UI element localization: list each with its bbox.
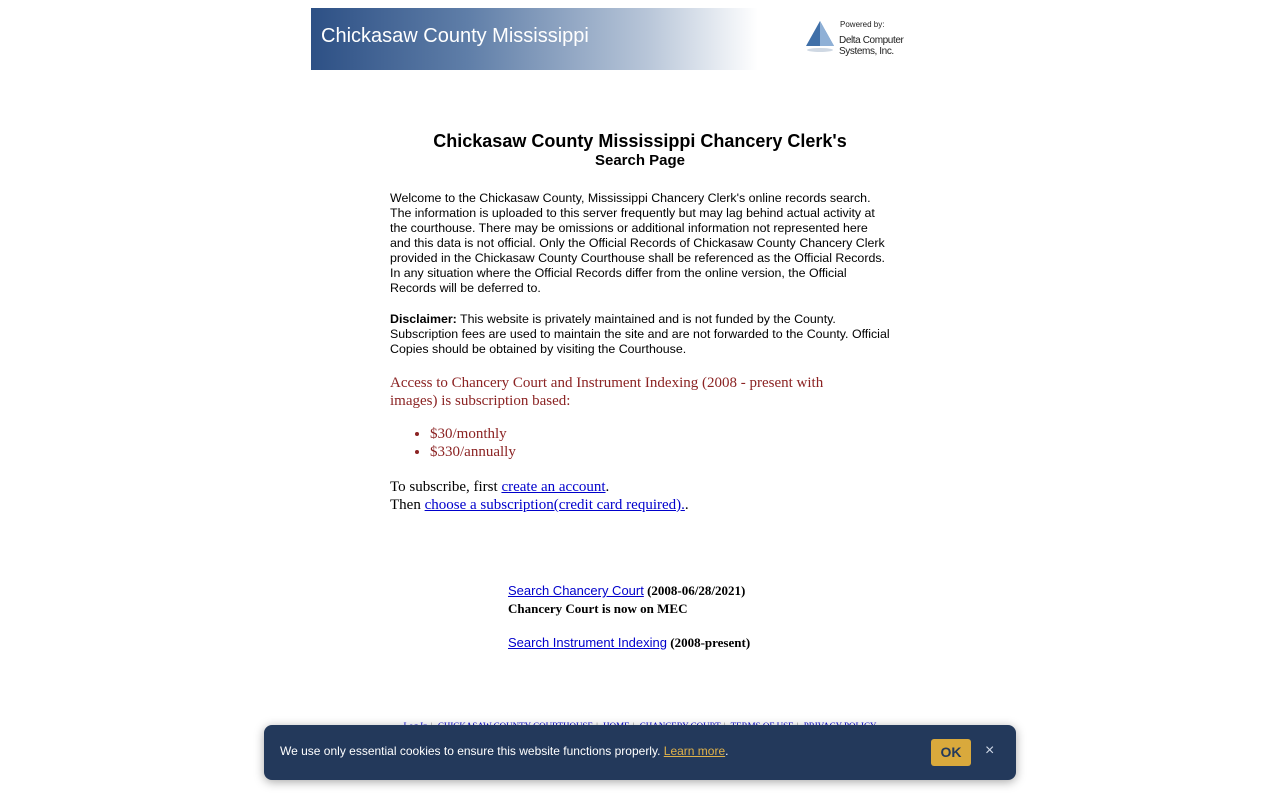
- cookie-learn-more-link[interactable]: Learn more: [663, 744, 726, 758]
- close-icon[interactable]: ×: [985, 742, 995, 759]
- disclaimer-label: Disclaimer:: [390, 312, 457, 326]
- vendor-name: Delta Computer Systems, Inc.: [839, 35, 904, 57]
- disclaimer-text: This website is privately maintained and is not funded by the County. Subscription fees are used to maintain the site and are not forwarded to the County. Official Copies should be obtained by visiting the Courthouse.: [390, 312, 890, 356]
- price-monthly: • $30/monthly: [430, 425, 910, 443]
- cookie-message: We use only essential cookies to ensure this website functions properly. Learn more.: [280, 744, 729, 758]
- price-annually: • $330/annually: [430, 443, 910, 461]
- vendor-logo: [800, 18, 940, 60]
- chancery-date-range: (2008-06/28/2021): [643, 583, 746, 598]
- create-account-link[interactable]: create an account: [501, 479, 606, 495]
- cookie-ok-button[interactable]: OK: [931, 739, 971, 766]
- subscribe-suffix: .: [605, 479, 610, 495]
- search-chancery-link[interactable]: Search Chancery Court: [508, 583, 644, 598]
- page-subtitle: Search Page: [594, 152, 686, 169]
- search-instrument-link[interactable]: Search Instrument Indexing: [508, 635, 667, 650]
- chancery-search-block: [508, 583, 745, 617]
- then-prefix: Then: [390, 497, 425, 513]
- instrument-date-range: (2008-present): [666, 635, 751, 650]
- subscribe-prefix: To subscribe, first: [390, 479, 502, 495]
- banner-title: Chickasaw County Mississippi: [321, 25, 589, 47]
- price-list: [390, 425, 910, 461]
- disclaimer-paragraph: [390, 312, 890, 357]
- page-title: Chickasaw County Mississippi Chancery Clerk's: [433, 131, 847, 151]
- chancery-mec-note: Chancery Court is now on MEC: [508, 601, 688, 616]
- instrument-search-block: [508, 635, 750, 651]
- subscription-info: Access to Chancery Court and Instrument Indexing (2008 - present with images) is subscription based:: [390, 375, 824, 409]
- cookie-text: We use only essential cookies to ensure this website functions properly.: [280, 744, 664, 758]
- choose-subscription-link[interactable]: choose a subscription(credit card required).: [424, 497, 685, 513]
- powered-by-label: Powered by:: [840, 20, 885, 29]
- welcome-paragraph: Welcome to the Chickasaw County, Mississippi Chancery Clerk's online records search. The information is uploaded to this server frequently but may lag behind actual activity at the courthouse. There may be omissions or additional information not represented here and this data is not official. Only the Official Records of Chickasaw County Chancery Clerk provided in the Chickasaw County Courthouse shall be referenced as the Official Records. In any situation where the Official Records differ from the online version, the Official Records will be deferred to.: [390, 191, 885, 295]
- cookie-banner: [264, 725, 1016, 780]
- county-banner: [311, 8, 758, 70]
- delta-triangle-icon: [805, 20, 835, 54]
- then-suffix: .: [684, 497, 689, 513]
- subscribe-instructions: [390, 478, 689, 514]
